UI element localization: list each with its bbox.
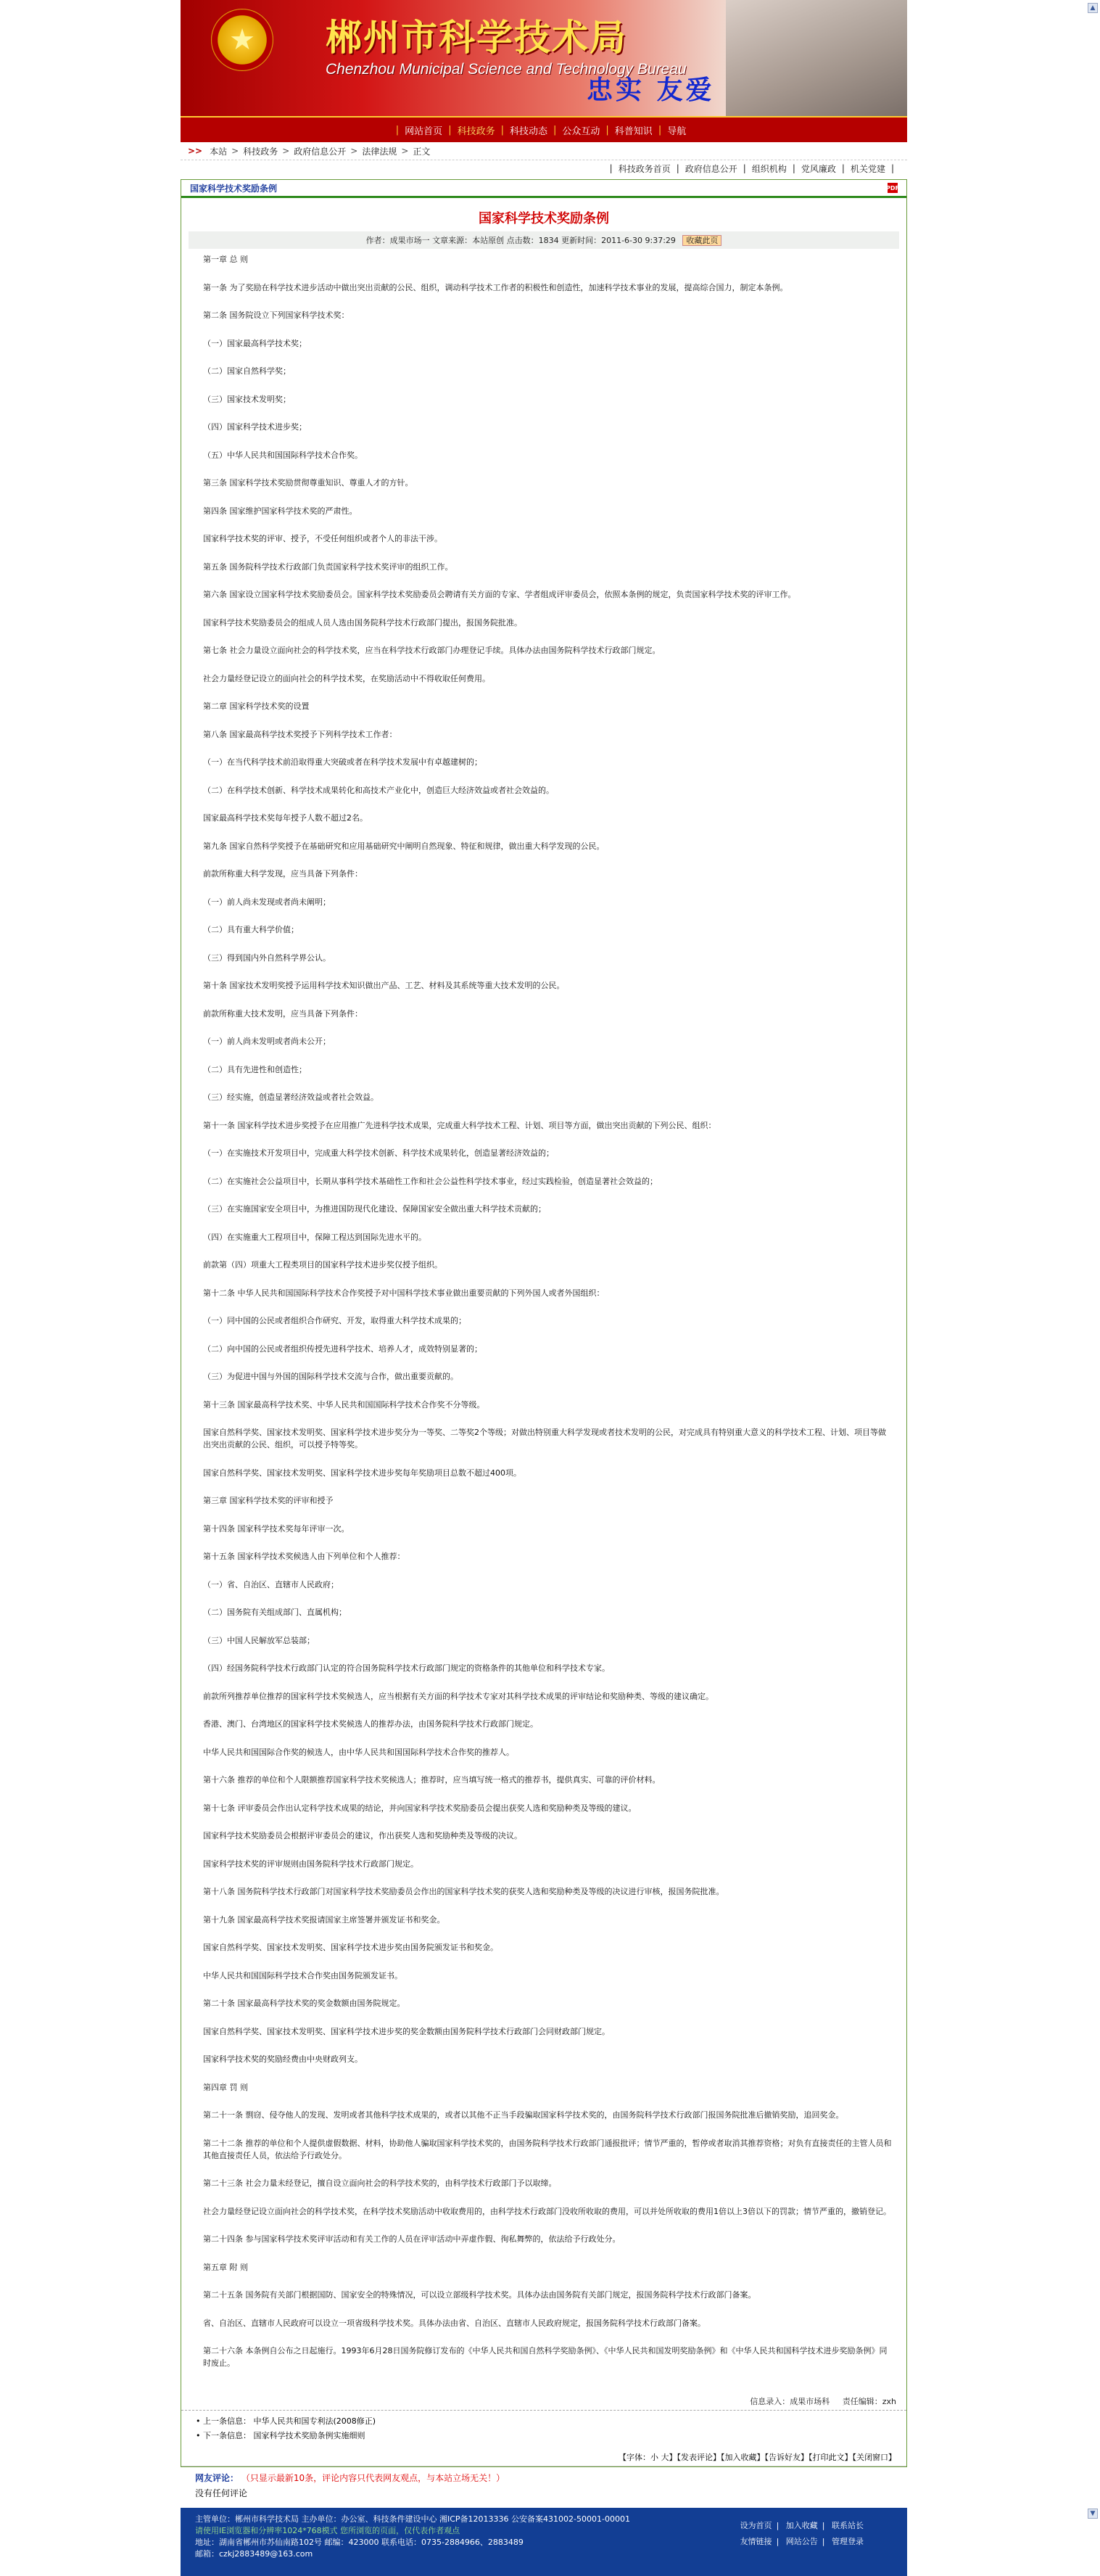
favorite-button[interactable]: 收藏此页 xyxy=(682,235,721,246)
page-container xyxy=(181,0,907,2576)
breadcrumb-arrow-icon: >> xyxy=(188,146,203,156)
article-paragraph: 国家自然科学奖、国家技术发明奖、国家科学技术进步奖分为一等奖、二等奖2个等级；对做出特别重大科学发现或者技术发明的公民，对完成具有特别重大意义的科学技术工程、计划、项目等做出突出贡献的公民、组织，可以授予特等奖。 xyxy=(203,1428,886,1449)
article-paragraph: 国家自然科学奖、国家技术发明奖、国家科学技术进步奖每年奖励项目总数不超过400项。 xyxy=(203,1468,521,1478)
article-paragraph: 第二十六条 本条例自公布之日起施行。1993年6月28日国务院修订发布的《中华人民共和国自然科学奖励条例》、《中华人民共和国发明奖励条例》和《中华人民共和国科学技术进步奖励条例》同时废止。 xyxy=(203,2346,888,2368)
article-paragraph: （二）国务院有关组成部门、直属机构； xyxy=(203,1608,347,1617)
nav-item-interaction[interactable]: 公众互动 xyxy=(562,125,600,137)
nav-item-news[interactable]: 科技动态 xyxy=(509,125,547,137)
site-slogan: 忠实 友爱 xyxy=(587,75,715,105)
article-paragraph: 第三章 国家科学技术奖的评审和授予 xyxy=(203,1496,334,1505)
article-paragraph: 第八条 国家最高科学技术奖授予下列科学技术工作者： xyxy=(203,729,397,739)
article-paragraph: （一）在当代科学技术前沿取得重大突破或者在科学技术发展中有卓越建树的； xyxy=(203,757,482,767)
article-paragraph: 第三条 国家科学技术奖励贯彻尊重知识、尊重人才的方针。 xyxy=(203,478,413,487)
article-paragraph: 第十九条 国家最高科学技术奖报请国家主席签署并颁发证书和奖金。 xyxy=(203,1914,445,1925)
article-paragraph: （三）经实施，创造显著经济效益或者社会效益。 xyxy=(203,1092,379,1102)
article-paragraph: 第十条 国家技术发明奖授予运用科学技术知识做出产品、工艺、材料及其系统等重大技术发明的公民。 xyxy=(203,981,565,990)
info-source: 信息录入：成果市场科 xyxy=(750,2396,830,2406)
article-paragraph: 国家科学技术奖的奖励经费由中央财政列支。 xyxy=(203,2054,363,2064)
footer-link[interactable]: 友情链接 xyxy=(740,2536,772,2546)
article-paragraph: 中华人民共和国国际科学技术合作奖由国务院颁发证书。 xyxy=(203,1970,402,1980)
sub-nav-item[interactable]: 机关党建 xyxy=(850,163,885,174)
sub-nav-item[interactable]: 科技政务首页 xyxy=(618,163,671,174)
national-emblem-icon: ★ xyxy=(211,9,273,71)
main-nav: | 网站首页 | 科技政务 | 科技动态 | 公众互动 | 科普知识 | 导航 xyxy=(181,116,907,142)
article-title: 国家科学技术奖励条例 xyxy=(479,211,609,226)
article-paragraph: （三）中国人民解放军总装部； xyxy=(203,1635,315,1645)
article-toolbar[interactable]: 【字体：小 大】【发表评论】【加入收藏】【告诉好友】【打印此文】【关闭窗口】 xyxy=(181,2448,906,2466)
article-paragraph: 第一章 总 则 xyxy=(203,255,248,264)
article-paragraph: 第五章 附 则 xyxy=(203,2262,248,2272)
article-paragraph: （二）具有先进性和创造性； xyxy=(203,1064,307,1074)
article-paragraph: 第四条 国家维护国家科学技术奖的严肃性。 xyxy=(203,506,357,516)
article-paragraph: 第二条 国务院设立下列国家科学技术奖： xyxy=(203,310,350,320)
article-paragraph: 第二十五条 国务院有关部门根据国防、国家安全的特殊情况，可以设立部级科学技术奖。具体办法由国务院有关部门规定，报国务院科学技术行政部门备案。 xyxy=(203,2290,756,2300)
footer-link[interactable]: 联系站长 xyxy=(832,2520,864,2530)
sub-nav-item[interactable]: 组织机构 xyxy=(751,163,787,174)
article-paragraph: 第六条 国家设立国家科学技术奖励委员会。国家科学技术奖励委员会聘请有关方面的专家、学者组成评审委员会，依照本条例的规定，负责国家科学技术奖的评审工作。 xyxy=(203,590,796,599)
article-body xyxy=(181,249,906,2392)
sub-nav-item[interactable]: 政府信息公开 xyxy=(685,163,737,174)
article-paragraph: 第十七条 评审委员会作出认定科学技术成果的结论，并向国家科学技术奖励委员会提出获奖人选和奖励种类及等级的建议。 xyxy=(203,1803,637,1813)
article-paragraph: （五）中华人民共和国国际科学技术合作奖。 xyxy=(203,450,363,460)
article-paragraph: 第七条 社会力量设立面向社会的科学技术奖，应当在科学技术行政部门办理登记手续。具体办法由国务院科学技术行政部门规定。 xyxy=(203,646,661,655)
article-paragraph: 国家科学技术奖励委员会的组成人员人选由国务院科学技术行政部门提出，报国务院批准。 xyxy=(203,617,522,627)
nav-item-affairs[interactable]: 科技政务 xyxy=(457,125,495,137)
article-paragraph: （二）向中国的公民或者组织传授先进科学技术、培养人才，成效特别显著的； xyxy=(203,1343,482,1354)
article-paragraph: 前款所称重大技术发明，应当具备下列条件： xyxy=(203,1008,363,1019)
site-title-cn: 郴州市科学技术局 xyxy=(326,16,627,59)
comments-label: 网友评论： xyxy=(195,2472,239,2483)
footer-link[interactable]: 管理登录 xyxy=(832,2536,864,2546)
article-paragraph: 香港、澳门、台湾地区的国家科学技术奖候选人的推荐办法，由国务院科学技术行政部门规定。 xyxy=(203,1719,538,1729)
scroll-up-icon[interactable]: ▲ xyxy=(1088,3,1098,13)
article-paragraph: （三）国家技术发明奖； xyxy=(203,394,291,404)
footer-link[interactable]: 设为首页 xyxy=(740,2520,772,2530)
article-paragraph: 第一条 为了奖励在科学技术进步活动中做出突出贡献的公民、组织，调动科学技术工作者的积极性和创造性，加速科学技术事业的发展，提高综合国力，制定本条例。 xyxy=(203,282,788,292)
article-paragraph: 社会力量经登记设立的面向社会的科学技术奖，在奖励活动中不得收取任何费用。 xyxy=(203,673,490,683)
article-paragraph: （一）同中国的公民或者组织合作研究、开发，取得重大科学技术成果的； xyxy=(203,1316,466,1325)
article-paragraph: （一）国家最高科学技术奖； xyxy=(203,338,307,348)
breadcrumb-item[interactable]: 政府信息公开 xyxy=(294,146,347,157)
comments-section xyxy=(181,2467,907,2503)
article-paragraph: 第十三条 国家最高科学技术奖、中华人民共和国国际科学技术合作奖不分等级。 xyxy=(203,1399,485,1410)
article-paragraph: 第十六条 推荐的单位和个人限额推荐国家科学技术奖候选人；推荐时，应当填写统一格式的推荐书，提供真实、可靠的评价材料。 xyxy=(203,1775,661,1785)
article-paragraph: 国家科学技术奖的评审、授予，不受任何组织或者个人的非法干涉。 xyxy=(203,534,442,543)
article-paragraph: （四）在实施重大工程项目中，保障工程达到国际先进水平的。 xyxy=(203,1232,426,1242)
breadcrumb-item[interactable]: 本站 xyxy=(210,146,228,157)
article-paragraph: 第十四条 国家科学技术奖每年评审一次。 xyxy=(203,1523,350,1534)
article-paragraph: 国家自然科学奖、国家技术发明奖、国家科学技术进步奖的奖金数额由国务院科学技术行政部门会同财政部门规定。 xyxy=(203,2026,610,2036)
comments-empty: 没有任何评论 xyxy=(195,2487,248,2498)
scroll-down-icon[interactable]: ▼ xyxy=(1088,2509,1098,2519)
prev-link[interactable]: • 上一条信息： 中华人民共和国专利法(2008修正) xyxy=(196,2416,376,2426)
breadcrumb-item[interactable]: 科技政务 xyxy=(243,146,278,157)
section-header xyxy=(181,180,906,198)
article-paragraph: 第二十三条 社会力量未经登记，擅自设立面向社会的科学技术奖的，由科学技术行政部门予以取缔。 xyxy=(203,2178,557,2188)
nav-item-guide[interactable]: 导航 xyxy=(667,125,687,137)
article-paragraph: 第九条 国家自然科学奖授予在基础研究和应用基础研究中阐明自然现象、特征和规律，做出重大科学发现的公民。 xyxy=(203,841,605,851)
nav-item-knowledge[interactable]: 科普知识 xyxy=(614,125,653,137)
article-meta-text: 作者：成果市场一 文章来源：本站原创 点击数：1834 更新时间：2011-6-30 9:37:29 xyxy=(365,236,676,245)
article-paragraph: 前款所称重大科学发现，应当具备下列条件： xyxy=(203,869,363,878)
info-editor: 责任编辑：zxh xyxy=(842,2396,896,2406)
site-title-en: Chenzhou Municipal Science and Technology Bureau xyxy=(326,61,687,78)
article-paragraph: （三）在实施国家安全项目中，为推进国防现代化建设、保障国家安全做出重大科学技术贡献的； xyxy=(203,1204,546,1214)
article-paragraph: 第二十条 国家最高科学技术奖的奖金数额由国务院规定。 xyxy=(203,1999,405,2008)
footer-link[interactable]: 网站公告 xyxy=(785,2536,818,2546)
article-paragraph: 第四章 罚 则 xyxy=(203,2082,248,2092)
article-paragraph: （四）国家科学技术进步奖； xyxy=(203,422,307,432)
article-paragraph: （二）在科学技术创新、科学技术成果转化和高技术产业化中，创造巨大经济效益或者社会效益的。 xyxy=(203,785,554,795)
comments-note: （只显示最新10条，评论内容只代表网友观点，与本站立场无关！） xyxy=(241,2472,505,2483)
article-paragraph: 前款所列推荐单位推荐的国家科学技术奖候选人，应当根据有关方面的科学技术专家对其科学技术成果的评审结论和奖励种类、等级的建议确定。 xyxy=(203,1691,714,1701)
breadcrumb-item[interactable]: 法律法规 xyxy=(362,146,397,157)
article-paragraph: （二）国家自然科学奖； xyxy=(203,366,291,376)
article-paragraph: 第二十二条 推荐的单位和个人提供虚假数据、材料，协助他人骗取国家科学技术奖的，由国务院科学技术行政部门通报批评；情节严重的，暂停或者取消其推荐资格；对负有直接责任的主管人员和其他直接责任人员，依法给予行政处分。 xyxy=(203,2138,892,2160)
section-title: 国家科学技术奖励条例 xyxy=(190,183,278,194)
article-meta xyxy=(189,231,899,249)
article-paragraph: （二）在实施社会公益项目中，长期从事科学技术基础性工作和社会公益性科学技术事业，经过实践检验，创造显著社会效益的； xyxy=(203,1176,658,1186)
site-footer xyxy=(181,2508,907,2576)
breadcrumb: >> 本站 > 科技政务 > 政府信息公开 > 法律法规 > 正文 xyxy=(181,142,907,160)
pdf-icon[interactable]: PDF xyxy=(888,183,898,193)
article-paragraph: （二）具有重大科学价值； xyxy=(203,925,299,934)
sub-nav-item[interactable]: 党风廉政 xyxy=(801,163,836,174)
next-link[interactable]: • 下一条信息： 国家科学技术奖励条例实施细则 xyxy=(196,2430,365,2440)
article-paragraph: 中华人民共和国国际合作奖的候选人，由中华人民共和国国际科学技术合作奖的推荐人。 xyxy=(203,1747,514,1757)
sub-nav: | 科技政务首页 | 政府信息公开 | 组织机构 | 党风廉政 | 机关党建 | xyxy=(609,163,894,174)
article-paragraph: （一）前人尚未发明或者尚未公开； xyxy=(203,1037,331,1046)
article-paragraph: 省、自治区、直辖市人民政府可以设立一项省级科学技术奖。具体办法由省、自治区、直辖市人民政府规定，报国务院科学技术行政部门备案。 xyxy=(203,2318,706,2328)
article-paragraph: （三）为促进中国与外国的国际科学技术交流与合作，做出重要贡献的。 xyxy=(203,1372,458,1381)
info-line xyxy=(181,2392,906,2410)
article-paragraph: 前款第（四）项重大工程类项目的国家科学技术进步奖仅授予组织。 xyxy=(203,1260,442,1270)
related-links xyxy=(181,2410,906,2448)
article-paragraph: 第二章 国家科学技术奖的设置 xyxy=(203,701,310,711)
footer-links: 设为首页 | 加入收藏 | 联系站长 友情链接 | 网站公告 | 管理登录 xyxy=(740,2520,864,2546)
article-paragraph: 国家自然科学奖、国家技术发明奖、国家科学技术进步奖由国务院颁发证书和奖金。 xyxy=(203,1943,498,1952)
nav-item-home[interactable]: 网站首页 xyxy=(405,125,443,137)
footer-address: 地址：湖南省郴州市苏仙南路102号 邮编：423000 联系电话：0735-2884966、2883489 xyxy=(195,2537,524,2547)
article-paragraph: （三）得到国内外自然科学界公认。 xyxy=(203,952,331,963)
article-paragraph: 第十五条 国家科学技术奖候选人由下列单位和个人推荐： xyxy=(203,1552,405,1561)
article-paragraph: 社会力量经登记设立面向社会的科学技术奖，在科学技术奖励活动中收取费用的，由科学技术行政部门没收所收取的费用，可以并处所收取的费用1倍以上3倍以下的罚款；情节严重的，撤销登记。 xyxy=(203,2206,891,2216)
article-paragraph: 国家最高科学技术奖每年授予人数不超过2名。 xyxy=(203,813,368,823)
article-paragraph: 国家科学技术奖的评审规则由国务院科学技术行政部门规定。 xyxy=(203,1859,418,1869)
site-banner xyxy=(181,0,907,116)
footer-line: 主管单位：郴州市科学技术局 主办单位：办公室、科技条件建设中心 湘ICP备12013336 公安备案431002-50001-00001 xyxy=(195,2514,630,2524)
article-paragraph: 国家科学技术奖励委员会根据评审委员会的建议，作出获奖人选和奖励种类及等级的决议。 xyxy=(203,1831,522,1840)
article-paragraph: 第二十一条 剽窃、侵夺他人的发现、发明或者其他科学技术成果的，或者以其他不正当手段骗取国家科学技术奖的，由国务院科学技术行政部门报国务院批准后撤销奖励，追回奖金。 xyxy=(203,2110,844,2120)
article-paragraph: （一）省、自治区、直辖市人民政府； xyxy=(203,1579,339,1589)
article-paragraph: （四）经国务院科学技术行政部门认定的符合国务院科学技术行政部门规定的资格条件的其他单位和科学技术专家。 xyxy=(203,1663,610,1673)
footer-tip: 请使用IE浏览器和分辨率1024*768模式 您所浏览的页面，仅代表作者观点 xyxy=(195,2525,460,2535)
article-box xyxy=(181,179,907,2467)
sculpture-image xyxy=(726,0,907,116)
footer-link[interactable]: 加入收藏 xyxy=(785,2520,818,2530)
article-paragraph: 第十一条 国家科学技术进步奖授予在应用推广先进科学技术成果，完成重大科学技术工程、计划、项目等方面，做出突出贡献的下列公民、组织： xyxy=(203,1120,716,1130)
article-paragraph: （一）前人尚未发现或者尚未阐明； xyxy=(203,897,331,907)
article-paragraph: 第二十四条 参与国家科学技术奖评审活动和有关工作的人员在评审活动中弄虚作假、徇私舞弊的，依法给予行政处分。 xyxy=(203,2234,621,2244)
breadcrumb-item-current: 正文 xyxy=(413,146,431,157)
article-paragraph: 第五条 国务院科学技术行政部门负责国家科学技术奖评审的组织工作。 xyxy=(203,561,453,572)
article-paragraph: （一）在实施技术开发项目中，完成重大科学技术创新、科学技术成果转化，创造显著经济效益的； xyxy=(203,1148,554,1158)
footer-email: 邮箱：czkj2883489@163.com xyxy=(195,2548,313,2559)
article-paragraph: 第十八条 国务院科学技术行政部门对国家科学技术奖励委员会作出的国家科学技术奖的获奖人选和奖励种类及等级的决议进行审核，报国务院批准。 xyxy=(203,1887,724,1896)
article-paragraph: 第十二条 中华人民共和国国际科学技术合作奖授予对中国科学技术事业做出重要贡献的下列外国人或者外国组织： xyxy=(203,1288,605,1298)
